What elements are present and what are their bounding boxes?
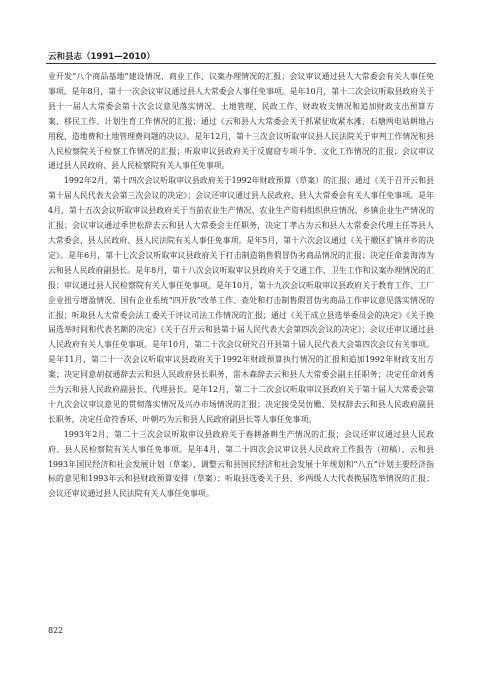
paragraph-2: 1992年2月，第十四次会议听取审议县政府关于1992年财政预算（草案）的汇报；通过《关于召开云和县第十届人民代表大会第三次会议的决定》；会议还审议通过县人民政府、县人大常委会有关人事任免事项。是年4月，第十五次会议听取审议县政府关于当前农业生产情况、农业生产资料组织供应情况、乡镇企业生产情况的汇报；会议审议通过季世松辞去云和县人大常委会主任职务，决定丁孝占为云和县人大常委会代理主任等县人大常委会、县人民政府、县人民法院有关人事任免事项。是年5月，第十六次会议通过《关于撤区扩镇并乡的决定》。是年6月，第十七次会议听取审议县政府关于打击制造销售假冒伪劣商品情况的汇报；决定任命姜海涛为云和县人民政府副县长。是年8月，第十八次会议听取审议县政府关于交通工作、卫生工作和议案办理情况的汇报；审议通过县人民检察院有关人事任免事项。是年10月，第十九次会议听取审议县政府关于教育工作、工厂企业扭亏增盈情况、国有企业系统“四开放”改革工作、查处和打击制售假冒伪劣商品工作审议意见落实情况的汇报；听取县人大常委会法工委关于评议司法工作情况的汇报；通过《关于成立县选举委员会的决定》《关于换届选举时间和代表名额的决定》《关于召开云和县第十届人民代表大会第四次会议的决定》；会议还审议通过县人民政府有关人事任免事项。是年10月，第二十次会议研究召开县第十届人民代表大会第四次会议有关事项。是年11月，第二十一次会议听取审议县政府关于1992年财政预算执行情况的汇报和追加1992年财政支出方案；决定同意胡叔通辞去云和县人民政府县长职务，雷木森辞去云和县人大常委会副主任职务；决定任命刘秀兰为云和县人民政府副县长、代理县长。是年12月，第二十二次会议听取审议县政府关于第十届人大常委会第十九次会议审议意见的贯彻落实情况及兴办市场情况的汇报；决定接受吴仿赡、吴权辞去云和县人民政府副县长职务，决定任命符香环、叶朝巧为云和县人民政府副县长等人事任免事项。 — [48, 176, 434, 424]
book-title: 云和县志（1991—2010） — [48, 52, 155, 62]
document-body — [48, 70, 434, 502]
paragraph-1: 业开发“八个商品基地”建设情况、商业工作、议案办理情况的汇报；会议审议通过县人大常委会有关人事任免事项。是年8月，第十一次会议审议通过县人大常委会人事任免事项。是年10月，第十二次会议听取县政府关于县十一届人大常委会第十次会议意见落实情况、土地管理、民政工作、财政收支情况和追加财政支出预算方案、移民工作、计划生育工作情况的汇报；通过《云和县人大常委会关于抓紧征收紧水滩、石塘两电站耕地占用税、造地费和土地管理费问题的决议》。是年12月，第十三次会议听取审议县人民法院关于审判工作情况和县人民检察院关于检察工作情况的汇报；听取审议县政府关于反腐窃专项斗争、文化工作情况的汇报；会议审议通过县人民政府、县人民检察院有关人事任免事项。 — [48, 72, 434, 171]
paragraph-3: 1993年2月，第二十三次会议听取审议县政府关于春耕备耕生产情况的汇报；会议还审议通过县人民政府、县人民检察院有关人事任免事项。是年4月，第二十四次会议审议县人民政府工作报告（初稿）、云和县1993年国民经济和社会发展计划（草案）、调整云和县国民经济和社会发展十年规划和“八五”计划主要经济指标的意见和1993年云和县财政预算安排（草案）；听取县选委关于县、乡两级人大代表换届选举情况的汇报；会议还审议通过县人民法院有关人事任免事项。 — [48, 429, 434, 499]
page-number: 822 — [48, 626, 64, 635]
running-header — [48, 50, 434, 62]
header-rule — [46, 63, 436, 64]
